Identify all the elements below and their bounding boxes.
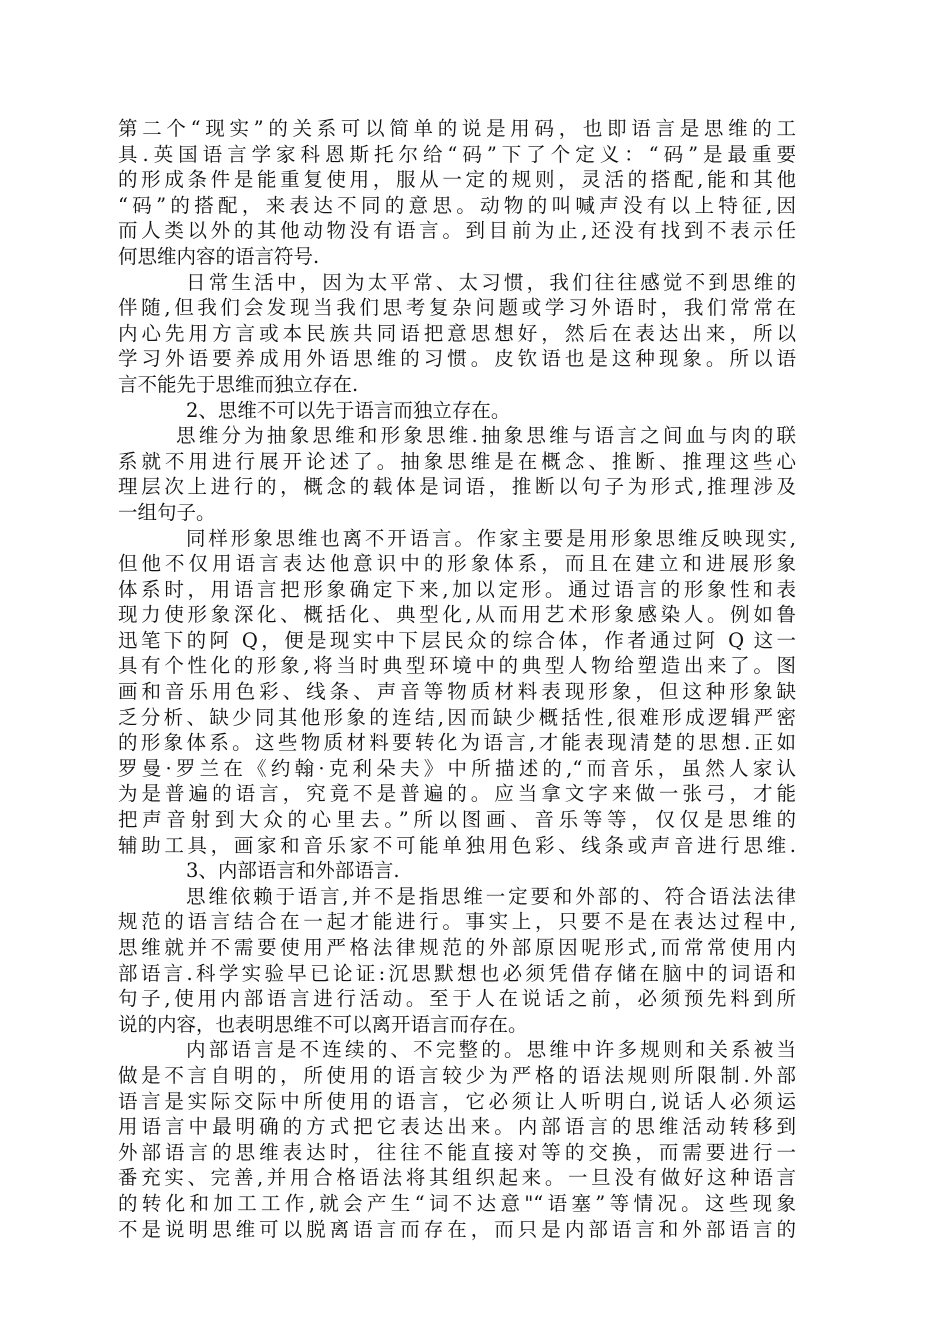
text-line: 规范的语言结合在一起才能进行。事实上，只要不是在表达过程中,	[118, 910, 796, 934]
text-line: 言不能先于思维而独立存在.	[118, 372, 359, 396]
text-line: 的形象体系。这些物质材料要转化为语言,才能表现清楚的思想.正如	[118, 731, 796, 755]
text-line: 思维依赖于语言,并不是指思维一定要和外部的、符合语法法律	[186, 884, 796, 908]
text-line: 为是普遍的语言，究竟不是普遍的。应当拿文字来做一张弓，才能	[118, 782, 796, 806]
text-line: 现力使形象深化、概括化、典型化,从而用艺术形象感染人。例如鲁	[118, 603, 796, 627]
text-line: 思维分为抽象思维和形象思维.抽象思维与语言之间血与肉的联	[176, 424, 796, 448]
text-line: 3、内部语言和外部语言.	[186, 859, 400, 883]
text-line: 番充实、完善,并用合格语法将其组织起来。一旦没有做好这种语言	[118, 1166, 796, 1190]
text-line: 乏分析、缺少同其他形象的连结,因而缺少概括性,很难形成逻辑严密	[118, 705, 796, 729]
document-page	[118, 116, 796, 1242]
text-line: 何思维内容的语言符号.	[118, 244, 320, 268]
text-line: 辅助工具，画家和音乐家不可能单独用色彩、线条或声音进行思维.	[118, 833, 796, 857]
text-line: 迅笔下的阿 Q，便是现实中下层民众的综合体，作者通过阿 Q 这一	[118, 628, 796, 652]
text-line: 体系时，用语言把形象确定下来,加以定形。通过语言的形象性和表	[118, 577, 796, 601]
text-line: 内心先用方言或本民族共同语把意思想好，然后在表达出来，所以	[118, 321, 796, 345]
text-line: 内部语言是不连续的、不完整的。思维中许多规则和关系被当	[186, 1038, 796, 1062]
text-line: 语言是实际交际中所使用的语言，它必须让人听明白,说话人必须运	[118, 1089, 796, 1113]
text-line: 思维就并不需要使用严格法律规范的外部原因呢形式,而常常使用内	[118, 936, 796, 959]
text-line: 句子,使用内部语言进行活动。至于人在说话之前，必须预先料到所	[118, 987, 796, 1011]
text-line: 的转化和加工工作,就会产生“词不达意"“语塞”等情况。这些现象	[118, 1191, 796, 1215]
text-line: 的形成条件是能重复使用，服从一定的规则，灵活的搭配,能和其他	[118, 168, 796, 192]
text-line: 具有个性化的形象,将当时典型环境中的典型人物给塑造出来了。图	[118, 654, 796, 678]
text-line: 用语言中最明确的方式把它表达出来。内部语言的思维活动转移到	[118, 1115, 796, 1139]
text-line: 日常生活中，因为太平常、太习惯，我们往往感觉不到思维的	[186, 270, 796, 294]
text-line: 同样形象思维也离不开语言。作家主要是用形象思维反映现实,	[186, 526, 796, 550]
text-line: 理层次上进行的，概念的载体是词语，推断以句子为形式,推理涉及	[118, 475, 796, 499]
text-line: 画和音乐用色彩、线条、声音等物质材料表现形象，但这种形象缺	[118, 680, 796, 704]
text-line: 学习外语要养成用外语思维的习惯。皮钦语也是这种现象。所以语	[118, 347, 796, 371]
text-line: 不是说明思维可以脱离语言而存在，而只是内部语言和外部语言的	[118, 1217, 796, 1241]
text-line: 部语言.科学实验早已论证:沉思默想也必须凭借存储在脑中的词语和	[118, 961, 796, 985]
text-line: 一组句子。	[118, 500, 216, 524]
text-line: 2、思维不可以先于语言而独立存在。	[186, 398, 511, 422]
text-line: 系就不用进行展开论述了。抽象思维是在概念、推断、推理这些心	[118, 449, 796, 473]
text-line: “码”的搭配，来表达不同的意思。动物的叫喊声没有以上特征,因	[118, 193, 796, 217]
text-line: 伴随,但我们会发现当我们思考复杂问题或学习外语时，我们常常在	[118, 296, 796, 320]
text-line: 但他不仅用语言表达他意识中的形象体系，而且在建立和进展形象	[118, 552, 796, 576]
text-line: 把声音射到大众的心里去。”所以图画、音乐等等，仅仅是思维的	[118, 808, 796, 832]
text-line: 罗曼·罗兰在《约翰·克利朵夫》中所描述的,“而音乐，虽然人家认	[118, 756, 796, 780]
text-line: 第二个“现实”的关系可以简单的说是用码，也即语言是思维的工	[118, 117, 796, 140]
text-line: 而人类以外的其他动物没有语言。到目前为止,还没有找到不表示任	[118, 219, 796, 243]
text-line: 外部语言的思维表达时，往往不能直接对等的交换，而需要进行一	[118, 1140, 796, 1164]
text-line: 具.英国语言学家科恩斯托尔给“码”下了个定义：“码”是最重要	[118, 142, 796, 166]
text-line: 做是不言自明的，所使用的语言较少为严格的语法规则所限制.外部	[118, 1063, 796, 1087]
text-line: 说的内容，也表明思维不可以离开语言而存在。	[118, 1012, 528, 1036]
